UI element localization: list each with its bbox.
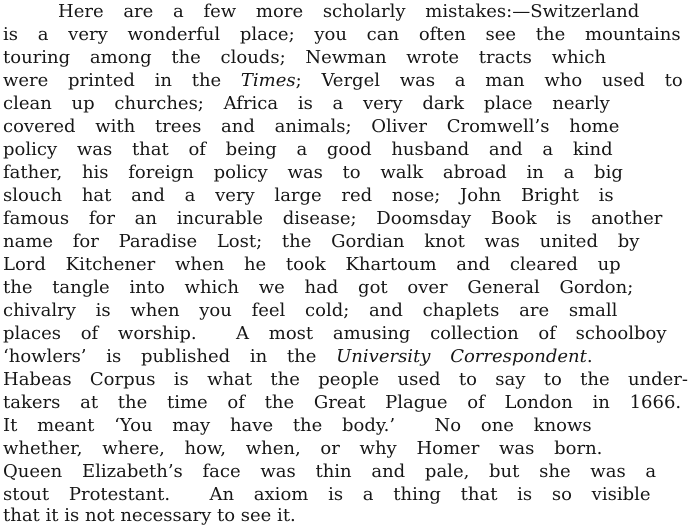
text-line-16-content: ‘howlers’ is published in the University Correspondent. bbox=[3, 346, 593, 367]
text-line-8-content: father, his foreign policy was to walk abroad in a big bbox=[3, 162, 623, 183]
text-line-20 bbox=[0, 437, 692, 461]
text-line-21 bbox=[0, 460, 692, 484]
text-line-23 bbox=[0, 504, 692, 528]
text-line-5-content: clean up churches; Africa is a very dark place nearly bbox=[3, 93, 610, 114]
text-line-21-content: Queen Elizabeth’s face was thin and pale, but she was a bbox=[3, 461, 657, 482]
text-line-13-content: the tangle into which we had got over General Gordon; bbox=[3, 277, 634, 298]
text-line-6 bbox=[0, 115, 692, 139]
text-line-18 bbox=[0, 391, 692, 415]
italic-title: Times bbox=[240, 70, 296, 91]
text-line-14 bbox=[0, 299, 692, 323]
text-line-4-content: were printed in the Times; Vergel was a man who used to bbox=[3, 70, 683, 91]
text-line-6-content: covered with trees and animals; Oliver Cromwell’s home bbox=[3, 116, 620, 137]
text-line-2-content: is a very wonderful place; you can often see the mountains bbox=[3, 24, 681, 45]
text-line-11-content: name for Paradise Lost; the Gordian knot was united by bbox=[3, 231, 640, 252]
text-line-4 bbox=[0, 69, 692, 93]
text-line-8 bbox=[0, 161, 692, 185]
text-line-1-content: Here are a few more scholarly mistakes:—Switzerland bbox=[58, 1, 640, 22]
text-line-17 bbox=[0, 368, 692, 392]
text-line-9-content: slouch hat and a very large red nose; John Bright is bbox=[3, 185, 614, 206]
text-line-19 bbox=[0, 414, 692, 438]
text-line-3-content: touring among the clouds; Newman wrote tracts which bbox=[3, 47, 607, 68]
text-line-15-content: places of worship. A most amusing collection of schoolboy bbox=[3, 323, 667, 344]
text-line-22-content: stout Protestant. An axiom is a thing that is so visible bbox=[3, 484, 651, 505]
text-line-10 bbox=[0, 207, 692, 231]
text-line-7-content: policy was that of being a good husband and a kind bbox=[3, 139, 613, 160]
text-line-1 bbox=[0, 0, 692, 24]
text-line-20-content: whether, where, how, when, or why Homer was born. bbox=[3, 438, 603, 459]
text-line-17-content: Habeas Corpus is what the people used to say to the under- bbox=[3, 369, 688, 390]
text-line-3 bbox=[0, 46, 692, 70]
text-line-13 bbox=[0, 276, 692, 300]
text-line-15 bbox=[0, 322, 692, 346]
text-line-12 bbox=[0, 253, 692, 277]
text-line-9 bbox=[0, 184, 692, 208]
italic-title: University Correspondent bbox=[336, 346, 587, 367]
text-line-5 bbox=[0, 92, 692, 116]
text-line-11 bbox=[0, 230, 692, 254]
text-line-14-content: chivalry is when you feel cold; and chaplets are small bbox=[3, 300, 618, 321]
text-line-23-content: that it is not necessary to see it. bbox=[3, 505, 296, 526]
text-line-19-content: It meant ‘You may have the body.’ No one knows bbox=[3, 415, 592, 436]
text-line-16 bbox=[0, 345, 692, 369]
text-line-7 bbox=[0, 138, 692, 162]
text-line-12-content: Lord Kitchener when he took Khartoum and cleared up bbox=[3, 254, 621, 275]
text-line-18-content: takers at the time of the Great Plague of London in 1666. bbox=[3, 392, 682, 413]
text-line-10-content: famous for an incurable disease; Doomsday Book is another bbox=[3, 208, 663, 229]
text-line-2 bbox=[0, 23, 692, 47]
